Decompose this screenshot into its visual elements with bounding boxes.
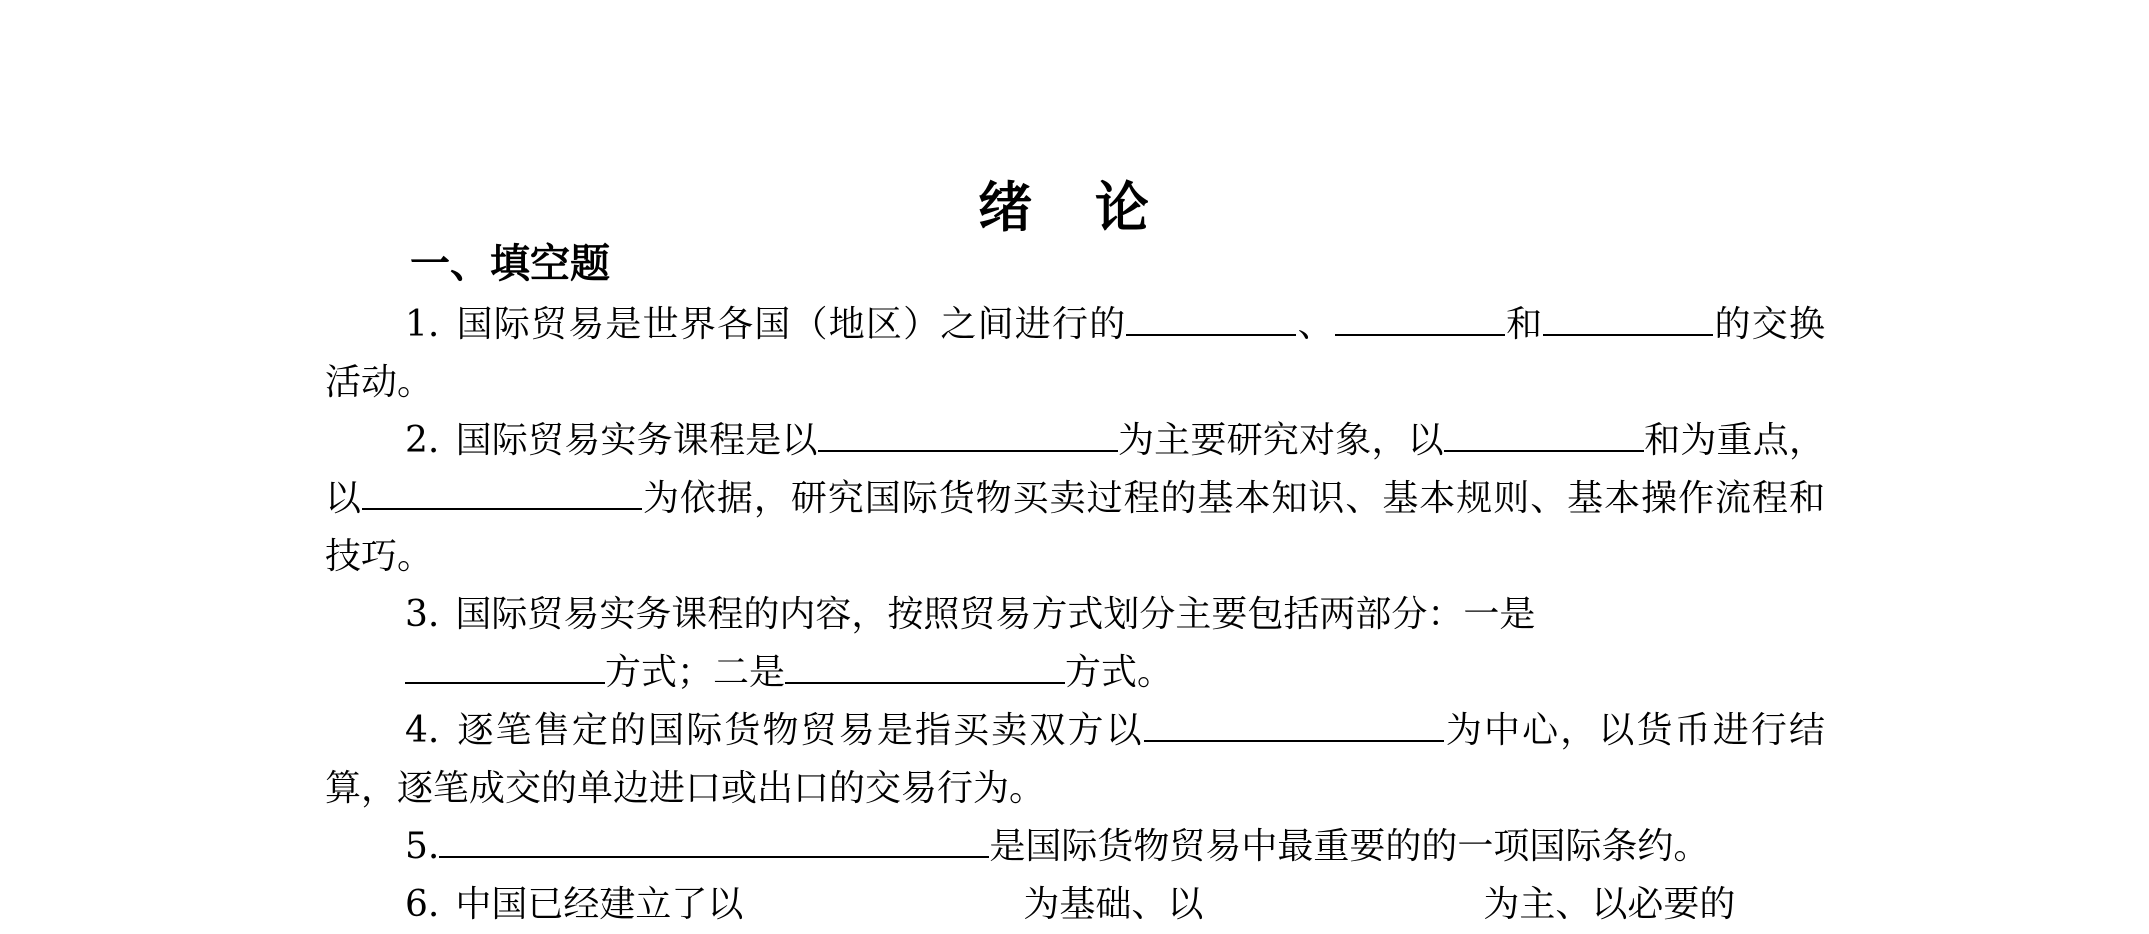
- question-number: 6.: [405, 884, 440, 925]
- answer-blank[interactable]: [785, 644, 1065, 684]
- question-text: 方式。: [1065, 652, 1174, 693]
- question-5: [325, 818, 1825, 876]
- answer-blank[interactable]: [743, 878, 1023, 916]
- question-text: 和: [1504, 304, 1544, 345]
- answer-blank[interactable]: [362, 470, 642, 510]
- section-heading: 一、填空题: [410, 241, 610, 287]
- question-number: 2.: [405, 420, 440, 461]
- question-3: [325, 586, 1825, 644]
- question-text: 方式；二是: [605, 652, 786, 693]
- answer-blank[interactable]: [439, 818, 989, 858]
- question-list: [325, 296, 1825, 934]
- question-text: 为依据，研究国际货物买卖过程的基本知识、基本规则、基本操作流程和技巧。: [325, 478, 1825, 577]
- question-text: 、: [1296, 304, 1335, 345]
- question-number: 5.: [405, 826, 440, 867]
- question-number: 3.: [405, 594, 440, 635]
- answer-blank[interactable]: [1543, 296, 1713, 336]
- question-6: [325, 876, 1825, 934]
- question-3-continued: [325, 644, 1825, 702]
- question-1: [325, 296, 1825, 412]
- question-text: 国际贸易实务课程的内容，按照贸易方式划分主要包括两部分：一是: [455, 594, 1536, 635]
- question-text: 国际贸易实务课程是以: [455, 420, 818, 461]
- question-number: 4.: [405, 710, 440, 751]
- question-4: [325, 702, 1825, 818]
- question-text: 为主、以必要的: [1483, 884, 1736, 925]
- answer-blank[interactable]: [1203, 878, 1483, 916]
- question-number: 1.: [405, 304, 440, 345]
- question-text: 为基础、以: [1023, 884, 1204, 925]
- answer-blank[interactable]: [1144, 702, 1444, 742]
- question-text: 为主要研究对象，以: [1117, 420, 1444, 461]
- question-text: 为中心，以货币进行结算，逐笔成交的单边进口或出口的交易行为。: [325, 710, 1825, 809]
- answer-blank[interactable]: [405, 644, 605, 684]
- question-text: 的交换活动。: [325, 304, 1825, 403]
- question-text: 和为重点，以: [325, 420, 1825, 519]
- answer-blank[interactable]: [1335, 296, 1505, 336]
- answer-blank[interactable]: [1126, 296, 1296, 336]
- question-text: 是国际货物贸易中最重要的的一项国际条约。: [989, 826, 1710, 867]
- question-text: 中国已经建立了以: [455, 884, 744, 925]
- question-text: 国际贸易是世界各国（地区）之间进行的: [455, 304, 1127, 345]
- question-text: 逐笔售定的国际货物贸易是指买卖双方以: [455, 710, 1144, 751]
- answer-blank[interactable]: [818, 412, 1118, 452]
- answer-blank[interactable]: [1444, 412, 1644, 452]
- page-title: 绪 论: [978, 176, 1171, 239]
- question-2: [325, 412, 1825, 586]
